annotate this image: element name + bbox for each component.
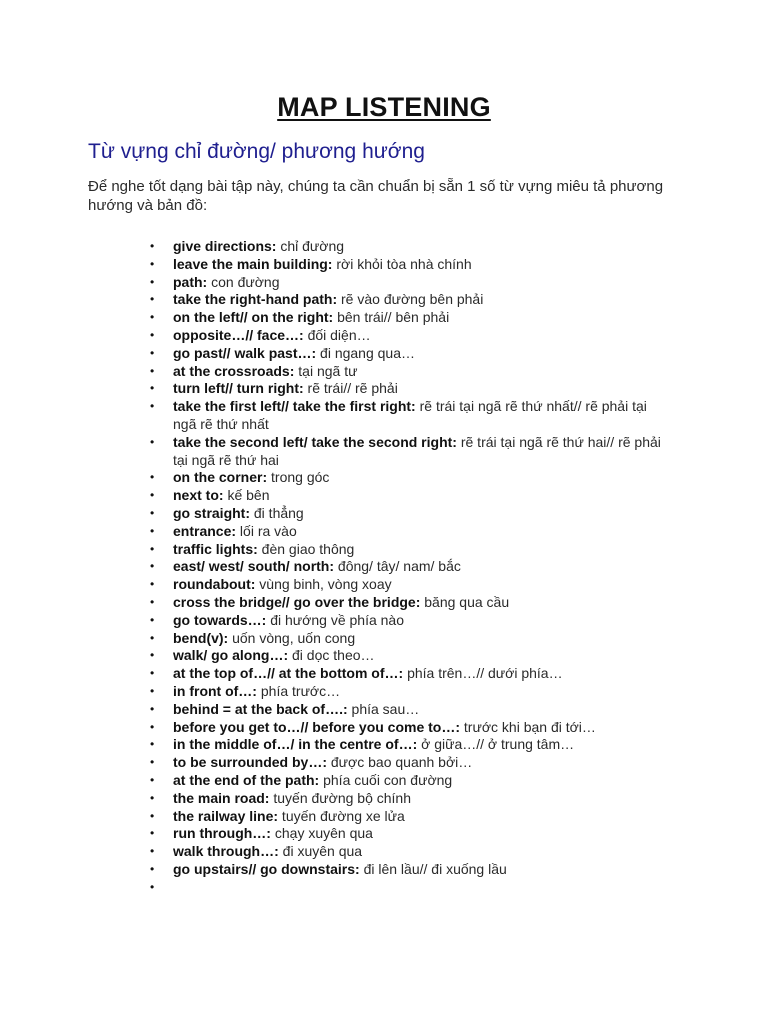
section-heading: Từ vựng chỉ đường/ phương hướng: [88, 140, 425, 163]
bullet-icon: •: [150, 737, 155, 752]
vocab-term: traffic lights:: [173, 540, 258, 557]
list-item: [0, 380, 768, 398]
vocab-term: in the middle of…/ in the centre of…:: [173, 736, 418, 753]
bullet-icon: •: [150, 648, 155, 663]
list-item: [0, 665, 768, 683]
vocab-meaning: rẽ trái// rẽ phải: [303, 380, 398, 397]
vocab-term: roundabout:: [173, 576, 256, 593]
vocab-term: walk/ go along…:: [173, 647, 289, 664]
vocab-term: bend(v):: [173, 629, 229, 646]
vocab-meaning: tuyến đường xe lửa: [278, 807, 405, 824]
vocab-meaning: đi xuyên qua: [278, 843, 363, 860]
bullet-icon: •: [150, 719, 155, 734]
bullet-icon: •: [150, 505, 155, 520]
vocab-term: next to:: [173, 487, 224, 504]
list-item: [0, 808, 768, 826]
vocab-meaning: ở giữa…// ở trung tâm…: [417, 736, 575, 753]
bullet-icon: •: [150, 363, 155, 378]
vocab-meaning: rẽ vào đường bên phải: [337, 291, 484, 308]
bullet-icon: •: [150, 683, 155, 698]
bullet-icon: •: [150, 577, 155, 592]
vocab-term: leave the main building:: [173, 255, 333, 272]
list-item: [0, 238, 768, 256]
bullet-icon: •: [150, 879, 155, 894]
list-item: [0, 487, 768, 505]
list-item: [0, 843, 768, 861]
bullet-icon: •: [150, 399, 155, 414]
page-title: MAP LISTENING: [277, 92, 491, 122]
vocab-term: on the left// on the right:: [173, 309, 334, 326]
bullet-icon: •: [150, 666, 155, 681]
list-item: [0, 309, 768, 327]
vocab-term: go towards…:: [173, 611, 267, 628]
vocab-meaning: trước khi bạn đi tới…: [460, 718, 596, 735]
list-item: [0, 256, 768, 274]
vocab-term: the main road:: [173, 789, 270, 806]
vocab-meaning: đi thẳng: [250, 504, 304, 521]
vocab-meaning: rẽ trái tại ngã rẽ thứ nhất// rẽ phải tại ngã rẽ thứ nhất: [173, 398, 647, 432]
vocab-meaning: đèn giao thông: [257, 540, 355, 557]
vocab-meaning: lối ra vào: [236, 522, 297, 539]
list-item: [0, 861, 768, 879]
vocab-term: run through…:: [173, 825, 271, 842]
list-item: [0, 505, 768, 523]
list-item: [0, 469, 768, 487]
vocab-meaning: đông/ tây/ nam/ bắc: [334, 558, 461, 575]
vocab-term: the railway line:: [173, 807, 279, 824]
bullet-icon: •: [150, 345, 155, 360]
list-item: [0, 576, 768, 594]
bullet-icon: •: [150, 292, 155, 307]
list-item: [0, 630, 768, 648]
vocab-term: at the top of…// at the bottom of…:: [173, 665, 404, 682]
vocab-meaning: tại ngã tư: [294, 362, 358, 379]
list-item: [0, 363, 768, 381]
vocab-meaning: rời khỏi tòa nhà chính: [332, 255, 472, 272]
list-item: [0, 647, 768, 665]
bullet-icon: •: [150, 470, 155, 485]
vocab-meaning: con đường: [207, 273, 280, 290]
list-item: [0, 772, 768, 790]
vocab-term: path:: [173, 273, 208, 290]
vocab-term: go straight:: [173, 504, 250, 521]
list-item: [0, 558, 768, 576]
list-item: [0, 754, 768, 772]
vocab-term: at the end of the path:: [173, 771, 320, 788]
list-item: [0, 612, 768, 630]
bullet-icon: •: [150, 630, 155, 645]
list-item: [0, 719, 768, 737]
intro-paragraph: Để nghe tốt dạng bài tập này, chúng ta cần chuẩn bị sẵn 1 số từ vựng miêu tả phương hướng và bản đồ:: [88, 178, 664, 214]
list-item: [0, 434, 768, 470]
vocab-term: at the crossroads:: [173, 362, 295, 379]
list-item: [0, 274, 768, 292]
vocab-term: in front of…:: [173, 682, 257, 699]
vocab-term: behind = at the back of….:: [173, 700, 348, 717]
vocabulary-list: [0, 238, 768, 896]
bullet-icon: •: [150, 808, 155, 823]
bullet-icon: •: [150, 861, 155, 876]
list-item: [0, 683, 768, 701]
bullet-icon: •: [150, 772, 155, 787]
bullet-icon: •: [150, 541, 155, 556]
list-item: [0, 523, 768, 541]
vocab-meaning: đi ngang qua…: [316, 344, 415, 361]
bullet-icon: •: [150, 559, 155, 574]
vocab-term: before you get to…// before you come to…:: [173, 718, 461, 735]
list-item: [0, 541, 768, 559]
bullet-icon: •: [150, 790, 155, 805]
bullet-icon: •: [150, 256, 155, 271]
vocab-meaning: phía cuối con đường: [319, 771, 453, 788]
vocab-term: take the first left// take the first right:: [173, 398, 416, 415]
vocab-term: walk through…:: [173, 843, 279, 860]
vocab-term: east/ west/ south/ north:: [173, 558, 335, 575]
vocab-term: to be surrounded by…:: [173, 754, 327, 771]
vocab-term: opposite…// face…:: [173, 326, 304, 343]
bullet-icon: •: [150, 310, 155, 325]
vocab-meaning: rẽ trái tại ngã rẽ thứ hai// rẽ phải tại ngã rẽ thứ hai: [173, 433, 661, 468]
vocab-meaning: phía trước…: [256, 682, 341, 699]
vocab-meaning: đi hướng về phía nào: [266, 611, 404, 628]
bullet-icon: •: [150, 327, 155, 342]
vocab-meaning: đi dọc theo…: [288, 647, 375, 664]
list-item: [0, 825, 768, 843]
vocab-meaning: chỉ đường: [276, 238, 345, 254]
vocab-meaning: đối diện…: [303, 326, 371, 343]
vocab-meaning: tuyến đường bộ chính: [269, 789, 412, 806]
list-item: [0, 736, 768, 754]
list-item: [0, 398, 768, 434]
list-item: [0, 594, 768, 612]
vocab-meaning: chạy xuyên qua: [270, 825, 373, 842]
list-item: [0, 291, 768, 309]
vocab-term: give directions:: [173, 238, 277, 254]
vocab-term: entrance:: [173, 522, 237, 539]
bullet-icon: •: [150, 274, 155, 289]
bullet-icon: •: [150, 612, 155, 627]
list-item: [0, 701, 768, 719]
vocab-meaning: được bao quanh bởi…: [327, 754, 473, 771]
vocab-term: turn left// turn right:: [173, 380, 304, 397]
vocab-term: on the corner:: [173, 469, 268, 486]
bullet-icon: •: [150, 381, 155, 396]
bullet-icon: •: [150, 826, 155, 841]
vocab-meaning: vùng binh, vòng xoay: [255, 576, 392, 593]
list-item: [0, 790, 768, 808]
list-item: [0, 327, 768, 345]
vocab-meaning: băng qua cầu: [420, 593, 510, 610]
bullet-icon: •: [150, 701, 155, 716]
list-item: [0, 879, 768, 897]
vocab-meaning: uốn vòng, uốn cong: [228, 629, 356, 646]
bullet-icon: •: [150, 594, 155, 609]
bullet-icon: •: [150, 523, 155, 538]
bullet-icon: •: [150, 488, 155, 503]
list-item: [0, 345, 768, 363]
bullet-icon: •: [150, 239, 155, 253]
bullet-icon: •: [150, 434, 155, 449]
vocab-meaning: phía trên…// dưới phía…: [403, 665, 563, 682]
vocab-meaning: bên trái// bên phải: [333, 309, 450, 326]
bullet-icon: •: [150, 755, 155, 770]
vocab-term: take the second left/ take the second right:: [173, 433, 457, 450]
vocab-meaning: kế bên: [223, 487, 270, 504]
vocab-term: go past// walk past…:: [173, 344, 317, 361]
vocab-term: go upstairs// go downstairs:: [173, 860, 360, 877]
bullet-icon: •: [150, 844, 155, 859]
vocab-term: take the right-hand path:: [173, 291, 338, 308]
vocab-meaning: trong góc: [267, 469, 330, 486]
vocab-meaning: phía sau…: [347, 700, 420, 717]
vocab-meaning: đi lên lầu// đi xuống lầu: [359, 860, 507, 877]
vocab-term: cross the bridge// go over the bridge:: [173, 593, 421, 610]
